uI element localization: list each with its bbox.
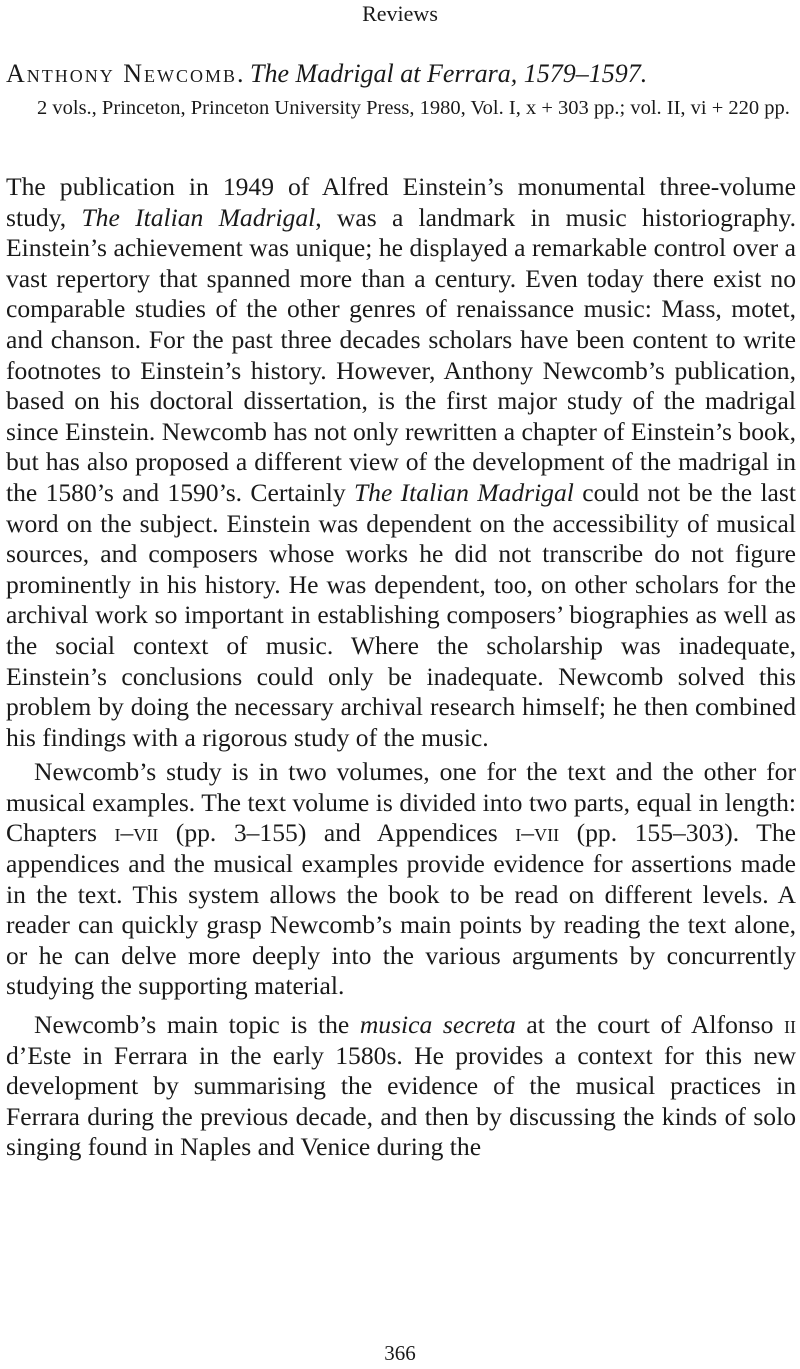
p2-chapters-range: i–vii	[114, 818, 159, 848]
p3-text-c: at the court of Alfonso	[515, 1010, 784, 1040]
paragraph-3	[6, 1010, 796, 1163]
p2-text-a: Newcomb’s study is in two volumes, one for the text and the other for musical examples. The text volume is divided into two parts, equal in length: Chapters	[6, 757, 796, 848]
paragraph-1	[6, 172, 796, 753]
citation-book-title: The Madrigal at Ferrara, 1579–1597.	[250, 59, 648, 88]
citation-author: Anthony Newcomb	[6, 59, 238, 88]
page-number: 366	[384, 1341, 416, 1365]
p2-text-c: (pp. 3–155) and Appendices	[158, 818, 516, 848]
review-citation	[6, 58, 796, 123]
p1-text-e: could not be the last word on the subject. Einstein was dependent on the accessibility of musical sources, and composers whose works he did not transcribe do not figure prominently in his history. He was dependent, too, on other scholars for the archival work so important in establishing composers’ biographies as well as the social context of music. Where the scholarship was inadequate, Einstein’s conclusions could only be inadequate. Newcomb solved this problem by doing the necessary archival research himself; he then combined his findings with a rigorous study of the music.	[6, 477, 796, 752]
running-head: Reviews	[362, 1, 438, 26]
citation-heading: Anthony Newcomb. The Madrigal at Ferrara, 1579–1597.	[6, 59, 648, 88]
p3-term-italic: musica secreta	[359, 1010, 516, 1040]
p3-regnal-numeral: ii	[784, 1010, 796, 1040]
p2-text-e: (pp. 155–303). The appendices and the musical examples provide evidence for assertions made in the text. This system allows the book to be read on different levels. A reader can quickly grasp Newcomb’s main points by reading the text alone, or he can delve more deeply into the various arguments by concurrently studying the supporting material.	[6, 818, 796, 1001]
citation-publication-details: 2 vols., Princeton, Princeton University Press, 1980, Vol. I, x + 303 pp.; vol. II, vi + 220 pp.	[37, 97, 790, 119]
paragraph-2	[6, 757, 796, 1002]
p1-title-italic: The Italian Madrigal	[81, 202, 316, 232]
p1-title-italic-2: The Italian Madrigal	[353, 477, 574, 507]
p1-text-c: , was a landmark in music historiography. Einstein’s achievement was unique; he displayed a remarkable control over a vast repertory that spanned more than a century. Even today there exist no comparable studies of the other genres of renaissance music: Mass, motet, and chanson. For the past three decades scholars have been content to write footnotes to Einstein’s history. However, Anthony Newcomb’s publication, based on his doctoral dissertation, is the first major study of the madrigal since Einstein. Newcomb has not only rewritten a chapter of Einstein’s book, but has also proposed a different view of the development of the madrigal in the 1580’s and 1590’s. Certainly	[6, 202, 796, 507]
p3-text-e: d’Este in Ferrara in the early 1580s. He provides a context for this new development by summarising the evidence of the musical practices in Ferrara during the previous decade, and then by discussing the kinds of solo singing found in Naples and Venice during the	[6, 1040, 796, 1162]
p3-text-a: Newcomb’s main topic is the	[34, 1010, 360, 1040]
p2-appendices-range: i–vii	[515, 818, 560, 848]
p1-text-a: The publication in 1949 of Alfred Einstein’s monumental three-volume study,	[6, 172, 796, 232]
review-body	[6, 172, 796, 1163]
